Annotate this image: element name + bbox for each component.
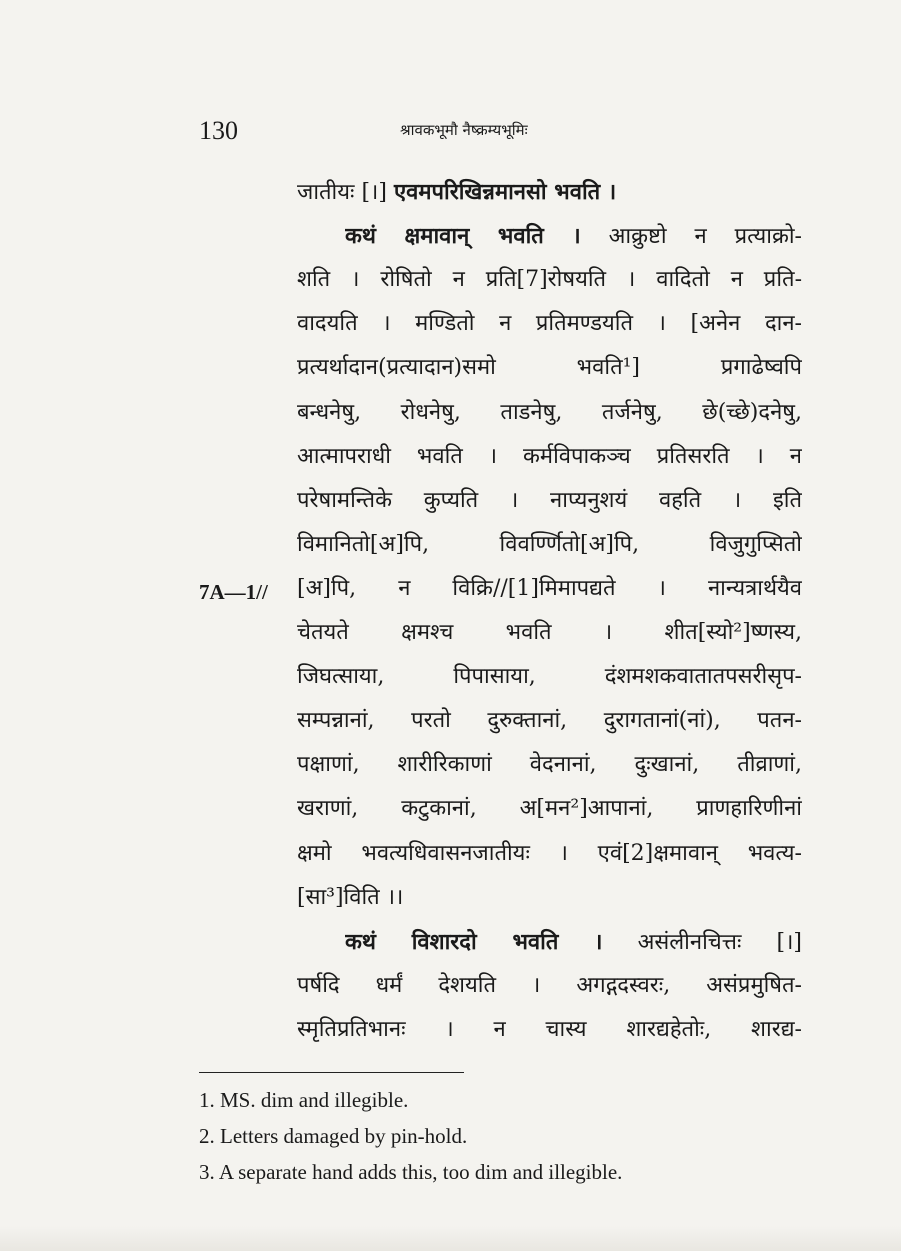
body-line <box>297 743 802 787</box>
body-line <box>297 611 802 655</box>
footnote-item: 2. Letters damaged by pin-hold. <box>199 1124 468 1148</box>
text-segment: क्षमो भवत्यधिवासनजातीयः । एवं[2]क्षमावान् भवत्य- <box>297 841 802 866</box>
footnote-divider <box>199 1072 464 1073</box>
text-segment: जिघत्साया, पिपासाया, दंशमशकवातातपसरीसृप- <box>297 664 802 689</box>
body-line <box>297 302 802 346</box>
body-line <box>345 920 802 964</box>
body-line <box>297 435 802 479</box>
running-title: श्रावकभूमौ नैष्क्रम्यभूमिः <box>400 121 528 139</box>
text-segment: पक्षाणां, शारीरिकाणां वेदनानां, दुःखानां, तीव्राणां, <box>297 752 802 777</box>
text-segment: परेषामन्तिके कुप्यति । नाप्यनुशयं वहति । इति <box>297 488 802 513</box>
text-segment: [अ]पि, न विक्रि//[1]मिमापद्यते । नान्यत्रार्थयैव <box>297 576 802 601</box>
page-number: 130 <box>199 116 238 145</box>
text-segment: खराणां, कटुकानां, अ[मन²]आपानां, प्राणहारिणीनां <box>297 796 802 821</box>
text-segment: विमानितो[अ]पि, विवर्ण्णितो[अ]पि, विजुगुप्सितो <box>297 532 802 557</box>
text-segment: आत्मापराधी भवति । कर्मविपाकञ्च प्रतिसरति । न <box>297 444 802 469</box>
body-line <box>297 170 802 214</box>
body-line <box>297 523 802 567</box>
body-line <box>297 832 802 876</box>
body-line <box>297 876 802 920</box>
text-segment: वादयति । मण्डितो न प्रतिमण्डयति । [अनेन दान- <box>297 311 802 336</box>
body-line <box>297 567 802 611</box>
text-segment: जातीयः [।] <box>297 180 394 205</box>
text-segment: बन्धनेषु, रोधनेषु, ताडनेषु, तर्जनेषु, छे(च्छे)दनेषु, <box>297 400 802 425</box>
body-line <box>345 214 802 258</box>
text-segment: असंलीनचित्तः [।] <box>602 930 802 955</box>
body-line <box>297 655 802 699</box>
body-line <box>297 787 802 831</box>
bold-heading-phrase: कथं विशारदो भवति । <box>345 929 603 955</box>
bold-heading-phrase: कथं क्षमावान् भवति । <box>345 223 581 249</box>
scan-bottom-edge <box>0 1226 901 1251</box>
footnote-item: 3. A separate hand adds this, too dim and illegible. <box>199 1160 623 1184</box>
body-line <box>297 964 802 1008</box>
body-line <box>297 391 802 435</box>
text-segment: सम्पन्नानां, परतो दुरुक्तानां, दुरागतानां(नां), पतन- <box>297 708 802 733</box>
text-segment: आक्रुष्टो न प्रत्याक्रो- <box>580 224 802 249</box>
text-segment: चेतयते क्षमश्च भवति । शीत[स्यो²]ष्णस्य, <box>297 620 802 645</box>
text-segment: शति । रोषितो न प्रति[7]रोषयति । वादितो न प्रति- <box>297 267 802 292</box>
body-line <box>297 346 802 390</box>
body-line <box>297 699 802 743</box>
body-line <box>297 479 802 523</box>
footnote-item: 1. MS. dim and illegible. <box>199 1088 409 1112</box>
text-segment: प्रत्यर्थादान(प्रत्यादान)समो भवति¹] प्रगाढेष्वपि <box>297 355 802 380</box>
body-line <box>297 1008 802 1052</box>
manuscript-folio-reference: 7A—1// <box>199 580 268 604</box>
text-segment: [सा³]विति ।। <box>297 885 404 910</box>
body-line <box>297 258 802 302</box>
text-segment: पर्षदि धर्मं देशयति । अगद्गदस्वरः, असंप्रमुषित- <box>297 973 802 998</box>
text-segment: स्मृतिप्रतिभानः । न चास्य शारद्यहेतोः, शारद्य- <box>297 1017 802 1042</box>
bold-heading-phrase: एवमपरिखिन्नमानसो भवति । <box>393 179 617 205</box>
